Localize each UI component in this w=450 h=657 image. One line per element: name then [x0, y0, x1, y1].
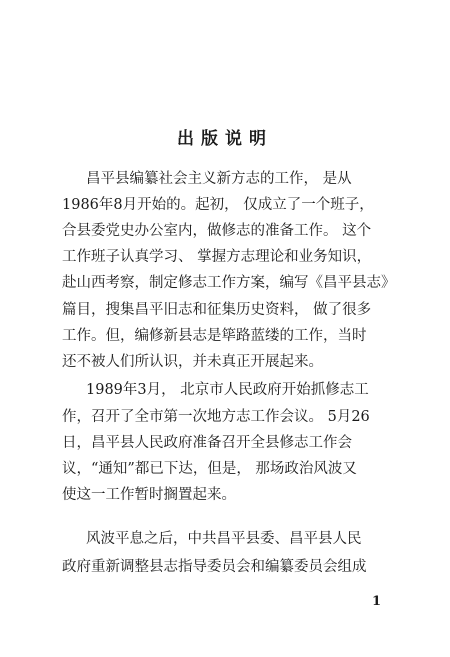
- text-line: 合县委党史办公室内，做修志的准备工作。 这个: [62, 223, 372, 239]
- text-line: 政府重新调整县志指导委员会和编纂委员会组成: [62, 559, 367, 575]
- text-line: 还不被人们所认识，并未真正开展起来。: [62, 354, 323, 370]
- text-line: 作，召开了全市第一次地方志工作会议。 5月26: [62, 409, 370, 425]
- text-line: 1986年8月开始的。起初， 仅成立了一个班子，: [62, 197, 374, 213]
- text-line: 工作班子认真学习、 掌握方志理论和业务知识，: [62, 249, 372, 265]
- text-line: 昌平县编纂社会主义新方志的工作， 是从: [86, 171, 352, 187]
- text-line: 赴山西考察，制定修志工作方案，编写《昌平县志》: [62, 275, 396, 291]
- text-line: 日，昌平县人民政府准备召开全县修志工作会: [62, 435, 352, 451]
- page-number: 1: [372, 594, 382, 609]
- text-line: 1989年3月， 北京市人民政府开始抓修志工: [86, 382, 369, 398]
- text-line: 风波平息之后，中共昌平县委、昌平县人民: [86, 531, 362, 547]
- text-line: 篇目，搜集昌平旧志和征集历史资料， 做了很多: [62, 302, 372, 318]
- text-line: 议，“通知”都已下达，但是， 那场政治风波又: [62, 461, 357, 477]
- text-line: 使这一工作暂时搁置起来。: [62, 487, 236, 503]
- page-title: 出版说明: [177, 129, 273, 149]
- text-line: 工作。但，编修新县志是筚路蓝缕的工作，当时: [62, 328, 367, 344]
